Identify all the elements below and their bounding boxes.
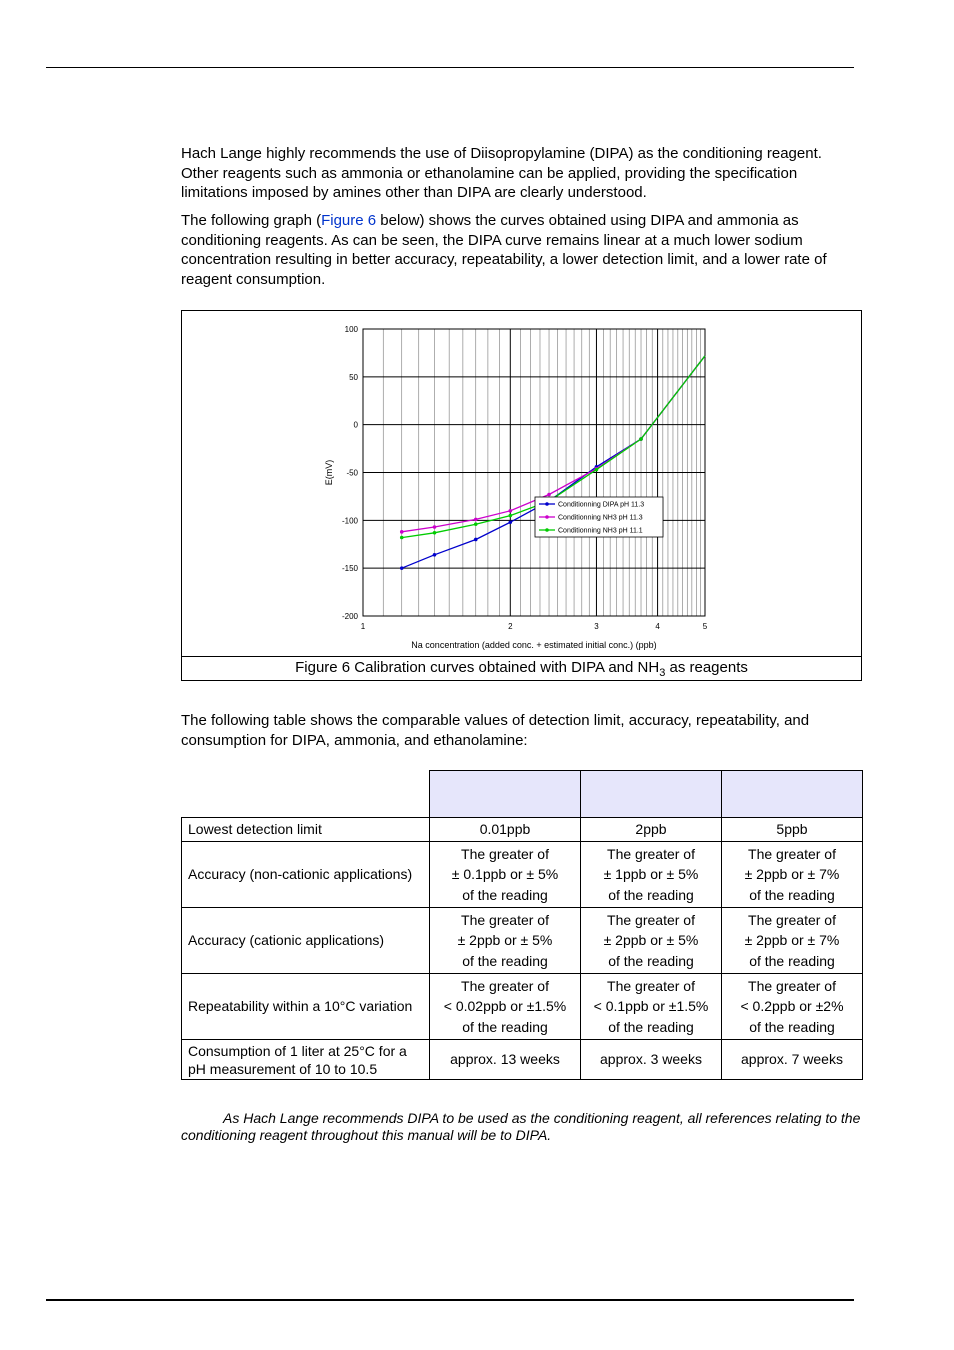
value-cell <box>430 974 581 1040</box>
cell-line: The greater of <box>607 845 695 862</box>
cell-line: of the reading <box>462 1018 548 1035</box>
table-header-row <box>182 771 863 818</box>
footer-rule <box>46 1299 854 1301</box>
value-cell: 5ppb <box>722 818 863 842</box>
y-tick-label: 50 <box>349 372 358 382</box>
y-tick-label: -150 <box>341 564 358 574</box>
caption-subscript: 3 <box>659 667 666 679</box>
table-row <box>182 842 863 908</box>
cell-line: ± 2ppb or ± 5% <box>603 932 699 949</box>
figure-6-link[interactable]: Figure 6 <box>321 212 377 229</box>
data-point-star <box>474 522 478 526</box>
cell-line: < 0.2ppb or ±2% <box>740 998 844 1015</box>
p2-text-before: The following graph ( <box>181 212 322 229</box>
cell-line: Consumption of 1 liter at 25°C for a <box>188 1042 407 1059</box>
y-tick-label: -50 <box>346 468 358 478</box>
header-cell-ethanolamine <box>722 771 863 818</box>
caption-text: Figure 6 Calibration curves obtained with DIPA and NH <box>295 659 660 676</box>
value-cell <box>722 842 863 908</box>
cell-line: The greater of <box>607 977 695 994</box>
cell-line: of the reading <box>749 1018 835 1035</box>
data-point-triangle <box>508 520 512 524</box>
cell-line: < 0.02ppb or ±1.5% <box>443 998 567 1015</box>
data-point-star <box>595 468 599 472</box>
cell-line: of the reading <box>749 886 835 903</box>
cell-line: ± 0.1ppb or ± 5% <box>451 866 559 883</box>
value-cell <box>581 974 722 1040</box>
value-cell <box>430 908 581 974</box>
data-point-star <box>508 514 512 518</box>
figure-6 <box>181 310 862 681</box>
data-point-diamond <box>400 530 404 534</box>
data-point-diamond <box>547 493 551 497</box>
data-point-star <box>639 437 643 441</box>
figure-caption <box>182 656 861 682</box>
x-axis-label: Na concentration (added conc. + estimated initial conc.) (ppb) <box>411 640 657 650</box>
y-tick-label: -200 <box>341 612 358 621</box>
cell-line: The greater of <box>748 845 836 862</box>
value-cell: approx. 13 weeks <box>430 1040 581 1080</box>
legend-marker <box>545 528 549 532</box>
data-point-star <box>433 531 437 535</box>
table-intro-paragraph: The following table shows the comparable values of detection limit, accuracy, repeatability, and consumption for DIPA, ammonia, and ethanolamine: <box>181 712 810 749</box>
y-axis-label: E(mV) <box>324 459 334 486</box>
cell-line: pH measurement of 10 to 10.5 <box>188 1060 378 1077</box>
cell-line: of the reading <box>608 1018 694 1035</box>
data-point-triangle <box>400 566 404 570</box>
cell-line: The greater of <box>461 845 549 862</box>
legend-marker <box>545 515 549 519</box>
data-point-star <box>400 536 404 540</box>
cell-line: of the reading <box>462 952 548 969</box>
cell-line: The greater of <box>748 911 836 928</box>
table-row <box>182 1040 863 1080</box>
row-label <box>182 1040 430 1080</box>
x-tick-label: 1 <box>360 622 366 631</box>
value-cell <box>722 974 863 1040</box>
table-row <box>182 818 863 842</box>
header-cell-ammonia <box>581 771 722 818</box>
cell-line: < 0.1ppb or ±1.5% <box>593 998 709 1015</box>
cell-line: ± 1ppb or ± 5% <box>603 866 699 883</box>
value-cell <box>722 908 863 974</box>
cell-line: of the reading <box>608 952 694 969</box>
cell-line: of the reading <box>749 952 835 969</box>
note-paragraph <box>181 1110 861 1144</box>
value-cell: approx. 3 weeks <box>581 1040 722 1080</box>
cell-line: ± 2ppb or ± 7% <box>744 932 840 949</box>
row-label: Accuracy (cationic applications) <box>182 908 430 974</box>
value-cell: 2ppb <box>581 818 722 842</box>
legend-marker <box>545 502 549 506</box>
calibration-chart <box>182 311 861 656</box>
legend-label: Conditionning DIPA pH 11.3 <box>558 501 645 509</box>
note-text: As Hach Lange recommends DIPA to be used as the conditioning reagent, all references relating to the conditioning reagent throughout this manual will be to DIPA. <box>181 1110 861 1143</box>
row-label: Lowest detection limit <box>182 818 430 842</box>
header-rule <box>46 67 854 68</box>
header-empty-cell <box>182 771 430 818</box>
data-point-diamond <box>474 518 478 522</box>
y-tick-label: -100 <box>341 516 358 526</box>
intro-paragraph-1: Hach Lange highly recommends the use of Diisopropylamine (DIPA) as the conditioning reagent. Other reagents such as ammonia or ethanolamine can be applied, providing the specification limitations imposed by amines other than DIPA are clearly understood. <box>181 145 822 202</box>
table-row <box>182 908 863 974</box>
value-cell <box>430 842 581 908</box>
cell-line: The greater of <box>461 911 549 928</box>
cell-line: of the reading <box>462 886 548 903</box>
data-point-triangle <box>474 538 478 542</box>
x-tick-label: 2 <box>508 622 513 631</box>
cell-line: The greater of <box>461 977 549 994</box>
cell-line: of the reading <box>608 886 694 903</box>
value-cell: 0.01ppb <box>430 818 581 842</box>
cell-line: ± 2ppb or ± 7% <box>744 866 840 883</box>
p2-text-after: below) shows the curves obtained using DIPA and ammonia as conditioning reagents. As can be seen, the DIPA curve remains linear at a much lower sodium concentration resulting in better accuracy, repeatability, a lower detection limit, and a lower rate of reagent consumption. <box>181 212 827 288</box>
data-point-diamond <box>433 525 437 529</box>
value-cell: approx. 7 weeks <box>722 1040 863 1080</box>
caption-text-end: as reagents <box>665 659 748 676</box>
data-point-diamond <box>508 509 512 513</box>
y-tick-label: 100 <box>344 325 358 334</box>
table-row <box>182 974 863 1040</box>
x-tick-label: 5 <box>702 622 708 631</box>
x-tick-label: 4 <box>655 622 660 631</box>
x-tick-label: 3 <box>594 622 599 631</box>
cell-line: ± 2ppb or ± 5% <box>457 932 553 949</box>
row-label: Accuracy (non-cationic applications) <box>182 842 430 908</box>
header-cell-dipa <box>430 771 581 818</box>
cell-line: The greater of <box>607 911 695 928</box>
y-tick-label: 0 <box>353 420 358 430</box>
intro-paragraph-2 <box>181 211 861 289</box>
value-cell <box>581 908 722 974</box>
reagent-comparison-table <box>181 770 863 1080</box>
data-point-triangle <box>433 553 437 557</box>
value-cell <box>581 842 722 908</box>
legend-label: Conditionning NH3 pH 11.3 <box>558 514 643 522</box>
cell-line: The greater of <box>748 977 836 994</box>
legend-label: Conditionning NH3 pH 11.1 <box>558 527 643 535</box>
row-label: Repeatability within a 10°C variation <box>182 974 430 1040</box>
